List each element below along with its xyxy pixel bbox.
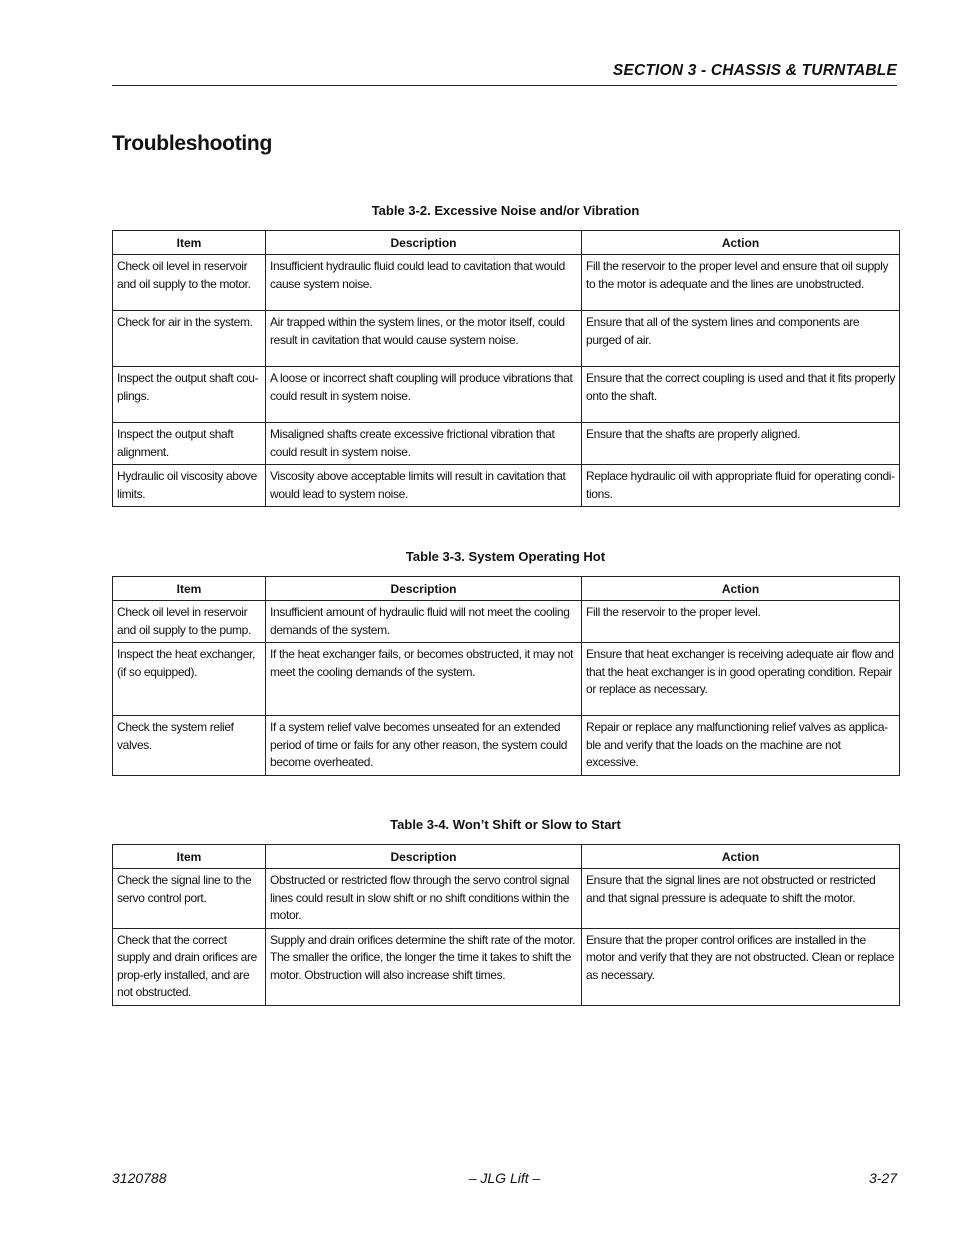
column-header-item: Item: [113, 577, 266, 601]
troubleshooting-table: [112, 230, 900, 507]
cell-item: Check oil level in reservoir and oil supply to the motor.: [113, 255, 266, 311]
troubleshooting-table: [112, 576, 900, 776]
table-row: [113, 311, 900, 367]
cell-action: Ensure that the shafts are properly aligned.: [582, 423, 900, 465]
cell-description: Obstructed or restricted flow through the servo control signal lines could result in slow shift or no shift conditions within the motor.: [266, 869, 582, 929]
cell-action: Ensure that the proper control orifices are installed in the motor and verify that they are not obstructed. Clean or replace as necessary.: [582, 928, 900, 1005]
cell-item: Check the signal line to the servo control port.: [113, 869, 266, 929]
column-header-description: Description: [266, 231, 582, 255]
table-row: [113, 255, 900, 311]
cell-description: If a system relief valve becomes unseated for an extended period of time or fails for any other reason, the system could become overheated.: [266, 716, 582, 776]
table-row: [113, 423, 900, 465]
table-caption: Table 3-3. System Operating Hot: [405, 549, 606, 564]
section-title: SECTION 3 - CHASSIS & TURNTABLE: [612, 62, 897, 79]
document-number: 3120788: [112, 1170, 167, 1186]
cell-item: Check for air in the system.: [113, 311, 266, 367]
cell-item: Check the system relief valves.: [113, 716, 266, 776]
column-header-description: Description: [266, 845, 582, 869]
table-row: [113, 869, 900, 929]
table-system-operating-hot: [112, 549, 899, 776]
page-title: Troubleshooting: [112, 132, 272, 155]
cell-item: Hydraulic oil viscosity above limits.: [113, 465, 266, 507]
cell-action: Repair or replace any malfunctioning relief valves as applica-ble and verify that the loads on the machine are not excessive.: [582, 716, 900, 776]
cell-item: Inspect the heat exchanger, (if so equipped).: [113, 643, 266, 716]
cell-action: Ensure that heat exchanger is receiving adequate air flow and that the heat exchanger is in good operating condition. Repair or replace as necessary.: [582, 643, 900, 716]
page-number: 3-27: [868, 1170, 897, 1186]
table-wont-shift: [112, 817, 899, 1006]
table-caption: Table 3-2. Excessive Noise and/or Vibration: [371, 203, 640, 218]
table-row: [113, 465, 900, 507]
cell-item: Inspect the output shaft cou-plings.: [113, 367, 266, 423]
cell-description: Misaligned shafts create excessive frictional vibration that could result in system noise.: [266, 423, 582, 465]
cell-item: Inspect the output shaft alignment.: [113, 423, 266, 465]
page-header: [112, 62, 897, 86]
table-caption: Table 3-4. Won’t Shift or Slow to Start: [390, 817, 621, 832]
column-header-item: Item: [113, 845, 266, 869]
cell-description: Insufficient amount of hydraulic fluid will not meet the cooling demands of the system.: [266, 601, 582, 643]
cell-description: A loose or incorrect shaft coupling will produce vibrations that could result in system noise.: [266, 367, 582, 423]
column-header-action: Action: [582, 577, 900, 601]
footer-brand: – JLG Lift –: [468, 1170, 541, 1186]
column-header-action: Action: [582, 231, 900, 255]
table-header-row: [113, 577, 900, 601]
cell-action: Fill the reservoir to the proper level.: [582, 601, 900, 643]
column-header-description: Description: [266, 577, 582, 601]
table-header-row: [113, 231, 900, 255]
table-row: [113, 643, 900, 716]
cell-action: Replace hydraulic oil with appropriate fluid for operating condi-tions.: [582, 465, 900, 507]
cell-item: Check oil level in reservoir and oil supply to the pump.: [113, 601, 266, 643]
table-row: [113, 601, 900, 643]
cell-item: Check that the correct supply and drain orifices are prop-erly installed, and are not obstructed.: [113, 928, 266, 1005]
troubleshooting-table: [112, 844, 900, 1006]
cell-action: Ensure that the signal lines are not obstructed or restricted and that signal pressure is adequate to shift the motor.: [582, 869, 900, 929]
table-row: [113, 716, 900, 776]
table-row: [113, 928, 900, 1005]
table-row: [113, 367, 900, 423]
cell-action: Ensure that all of the system lines and components are purged of air.: [582, 311, 900, 367]
column-header-action: Action: [582, 845, 900, 869]
cell-action: Fill the reservoir to the proper level and ensure that oil supply to the motor is adequate and the lines are unobstructed.: [582, 255, 900, 311]
cell-action: Ensure that the correct coupling is used and that it fits properly onto the shaft.: [582, 367, 900, 423]
cell-description: Air trapped within the system lines, or the motor itself, could result in cavitation that would cause system noise.: [266, 311, 582, 367]
table-header-row: [113, 845, 900, 869]
cell-description: If the heat exchanger fails, or becomes obstructed, it may not meet the cooling demands of the system.: [266, 643, 582, 716]
column-header-item: Item: [113, 231, 266, 255]
cell-description: Insufficient hydraulic fluid could lead to cavitation that would cause system noise.: [266, 255, 582, 311]
cell-description: Supply and drain orifices determine the shift rate of the motor. The smaller the orifice, the longer the time it takes to shift the motor. Obstruction will also increase shift times.: [266, 928, 582, 1005]
table-excessive-noise: [112, 203, 899, 507]
cell-description: Viscosity above acceptable limits will result in cavitation that would lead to system noise.: [266, 465, 582, 507]
